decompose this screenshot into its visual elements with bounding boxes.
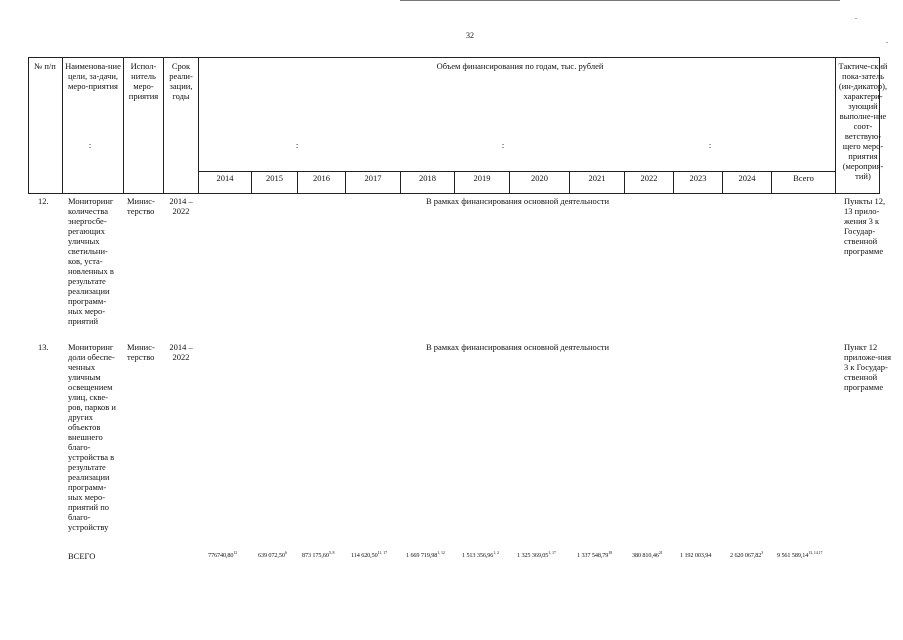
header-num: № п/п	[34, 61, 56, 71]
scan-mark: .	[855, 12, 857, 21]
total-value: 380 810,46$^{21}$	[632, 550, 663, 559]
total-value: 1 192 003,94	[680, 552, 712, 559]
header-executor: Испол-нитель меро-приятия	[128, 61, 159, 102]
scan-mark: .	[886, 36, 888, 45]
year-header: 2020	[531, 173, 548, 183]
year-header: 2014	[216, 173, 234, 183]
total-value: 776740,80$^{12}$	[208, 550, 238, 559]
header-funding: Объем финансирования по годам, тыс. рублей	[436, 61, 604, 71]
year-header: 2021	[588, 173, 606, 183]
top-rule	[400, 0, 840, 1]
row-term: 2014 – 2022	[169, 196, 193, 217]
total-value: 1 669 719,98$^{1, 12}$	[406, 550, 445, 559]
header-term: Срок реали-зации, годы	[169, 61, 193, 102]
total-value: 1 513 356,96$^{1, 2}$	[462, 550, 499, 559]
row-funding: В рамках финансирования основной деятельности	[425, 342, 610, 352]
year-header: 2016	[313, 173, 330, 183]
year-header: 2023	[689, 173, 707, 183]
row-funding: В рамках финансирования основной деятельности	[425, 196, 610, 206]
scan-mark: :	[708, 140, 712, 150]
page-number: 32	[466, 31, 474, 40]
year-header: 2015	[266, 173, 283, 183]
row-num: 12.	[38, 196, 49, 206]
year-header: Всего	[793, 173, 814, 183]
total-value: 9 561 589,14$^{13, 14,17}$	[777, 550, 823, 559]
header-indicator: Тактиче-ский пока-затель (ин-дикатор), характери-зующий выполне-ние соот-ветствую-щего меро-приятия (мероприя-тий)	[838, 61, 888, 182]
year-header: 2024	[738, 173, 756, 183]
row-num: 13.	[38, 342, 49, 352]
row-executor: Минис-терство	[127, 342, 155, 363]
scan-mark: :	[88, 140, 92, 150]
total-value: 639 072,50$^6$	[258, 550, 287, 559]
total-value: 1 325 369,05$^{1, 17}$	[517, 550, 556, 559]
row-name: Мониторинг количества энергосбе-регающих уличных светильни-ков, уста-новленных в результате реализации программ-ных меро-приятий	[68, 196, 114, 327]
total-value: 1 337 548,79$^{18}$	[577, 550, 613, 559]
year-header: 2017	[364, 173, 382, 183]
total-value: 2 620 067,82$^3$	[730, 550, 764, 559]
total-label: ВСЕГО	[68, 551, 96, 561]
row-term: 2014 – 2022	[169, 342, 193, 363]
scan-mark: :	[295, 140, 299, 150]
row-indicator: Пункт 12 приложе-ния 3 к Государ-ственной программе	[844, 342, 891, 393]
row-indicator: Пункты 12, 13 прило-жения 3 к Государ-ственной программе	[844, 196, 886, 257]
year-header: 2019	[473, 173, 491, 183]
total-value: 873 175,60$^{5, 8}$	[302, 550, 335, 559]
year-header: 2022	[640, 173, 658, 183]
row-executor: Минис-терство	[127, 196, 155, 217]
row-name: Мониторинг доли обеспе-ченных уличным освещением улиц, скве-ров, парков и других объектов внешнего благо-устройства в результате реализации программ-ных меро-приятий по благо-устройству	[68, 342, 116, 533]
header-name: Наименова-ние цели, за-дачи, меро-приятия	[65, 61, 121, 92]
total-value: 114 620,50$^{11, 17}$	[351, 550, 387, 559]
year-header: 2018	[419, 173, 436, 183]
scan-mark: :	[501, 140, 505, 150]
